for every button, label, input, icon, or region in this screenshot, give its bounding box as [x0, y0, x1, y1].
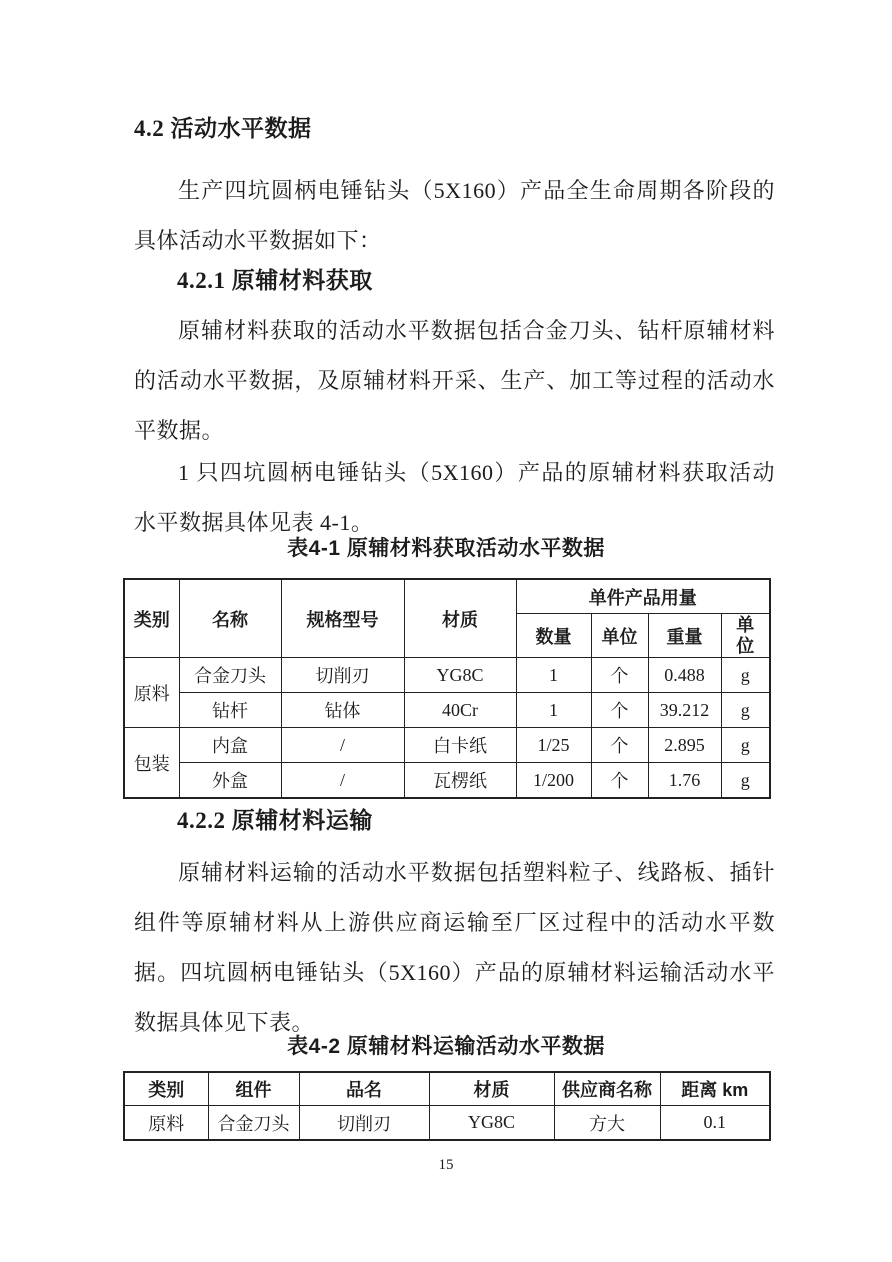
cell-material: 瓦楞纸 [404, 763, 516, 799]
cell-qty-unit: 个 [591, 763, 648, 799]
cell-weight: 0.488 [648, 658, 721, 693]
cell-name: 钻杆 [179, 693, 281, 728]
table-4-2-caption: 表4-2 原辅材料运输活动水平数据 [287, 1035, 605, 1058]
table-4-2 [123, 1071, 771, 1141]
cell-weight-unit: g [721, 728, 770, 763]
cell-weight: 39.212 [648, 693, 721, 728]
cell-qty-unit: 个 [591, 693, 648, 728]
cell-component: 合金刀头 [208, 1106, 299, 1141]
paragraph-transport: 原辅材料运输的活动水平数据包括塑料粒子、线路板、插针组件等原辅材料从上游供应商运输至厂区过程中的活动水平数据。四坑圆柄电锤钻头（5X160）产品的原辅材料运输活动水平数据具体见下表。 [134, 860, 775, 1035]
cell-material: 白卡纸 [404, 728, 516, 763]
cell-qty-unit: 个 [591, 658, 648, 693]
cell-qty: 1 [516, 658, 591, 693]
page-number: 15 [438, 1157, 454, 1173]
cell-name: 合金刀头 [179, 658, 281, 693]
col-header-weight-unit-label: 单位 [736, 614, 755, 656]
col-header-supplier: 供应商名称 [554, 1072, 660, 1106]
table-row [124, 1106, 770, 1141]
cell-material: 40Cr [404, 693, 516, 728]
cell-distance: 0.1 [660, 1106, 770, 1141]
col-header-component: 组件 [208, 1072, 299, 1106]
col-header-material: 材质 [429, 1072, 554, 1106]
cell-weight-unit: g [721, 658, 770, 693]
col-header-material: 材质 [404, 579, 516, 658]
cell-weight-unit: g [721, 693, 770, 728]
cell-spec: 钻体 [281, 693, 404, 728]
cell-weight: 2.895 [648, 728, 721, 763]
table-4-1-caption: 表4-1 原辅材料获取活动水平数据 [287, 537, 605, 560]
cell-qty-unit: 个 [591, 728, 648, 763]
section-heading-4-2: 4.2 活动水平数据 [134, 116, 312, 141]
col-header-product: 品名 [299, 1072, 429, 1106]
cell-category-raw: 原料 [124, 658, 179, 728]
col-header-qty-unit: 单位 [591, 614, 648, 658]
cell-qty: 1/200 [516, 763, 591, 799]
col-header-distance: 距离 km [660, 1072, 770, 1106]
cell-category: 原料 [124, 1106, 208, 1141]
cell-qty: 1 [516, 693, 591, 728]
paragraph-acquisition: 原辅材料获取的活动水平数据包括合金刀头、钻杆原辅材料的活动水平数据，及原辅材料开采、生产、加工等过程的活动水平数据。 [134, 318, 775, 443]
col-header-name: 名称 [179, 579, 281, 658]
cell-qty: 1/25 [516, 728, 591, 763]
cell-product: 切削刃 [299, 1106, 429, 1141]
cell-name: 内盒 [179, 728, 281, 763]
cell-spec: 切削刃 [281, 658, 404, 693]
col-header-category: 类别 [124, 1072, 208, 1106]
cell-category-packaging: 包装 [124, 728, 179, 799]
col-header-spec: 规格型号 [281, 579, 404, 658]
col-header-weight-unit [721, 614, 770, 658]
cell-name: 外盒 [179, 763, 281, 799]
table-row [124, 728, 770, 763]
table-4-1 [123, 578, 771, 799]
cell-spec: / [281, 728, 404, 763]
cell-material: YG8C [404, 658, 516, 693]
cell-weight-unit: g [721, 763, 770, 799]
table-row [124, 763, 770, 799]
col-header-usage-group: 单件产品用量 [516, 579, 770, 614]
section-heading-4-2-1: 4.2.1 原辅材料获取 [177, 268, 373, 293]
section-heading-4-2-2: 4.2.2 原辅材料运输 [177, 808, 373, 833]
col-header-weight: 重量 [648, 614, 721, 658]
table-row [124, 693, 770, 728]
col-header-category: 类别 [124, 579, 179, 658]
paragraph-see-table: 1 只四坑圆柄电锤钻头（5X160）产品的原辅材料获取活动水平数据具体见表 4-1。 [134, 460, 775, 535]
cell-material: YG8C [429, 1106, 554, 1141]
col-header-qty: 数量 [516, 614, 591, 658]
table-row [124, 658, 770, 693]
cell-weight: 1.76 [648, 763, 721, 799]
cell-supplier: 方大 [554, 1106, 660, 1141]
cell-spec: / [281, 763, 404, 799]
paragraph-intro: 生产四坑圆柄电锤钻头（5X160）产品全生命周期各阶段的具体活动水平数据如下： [134, 178, 775, 253]
